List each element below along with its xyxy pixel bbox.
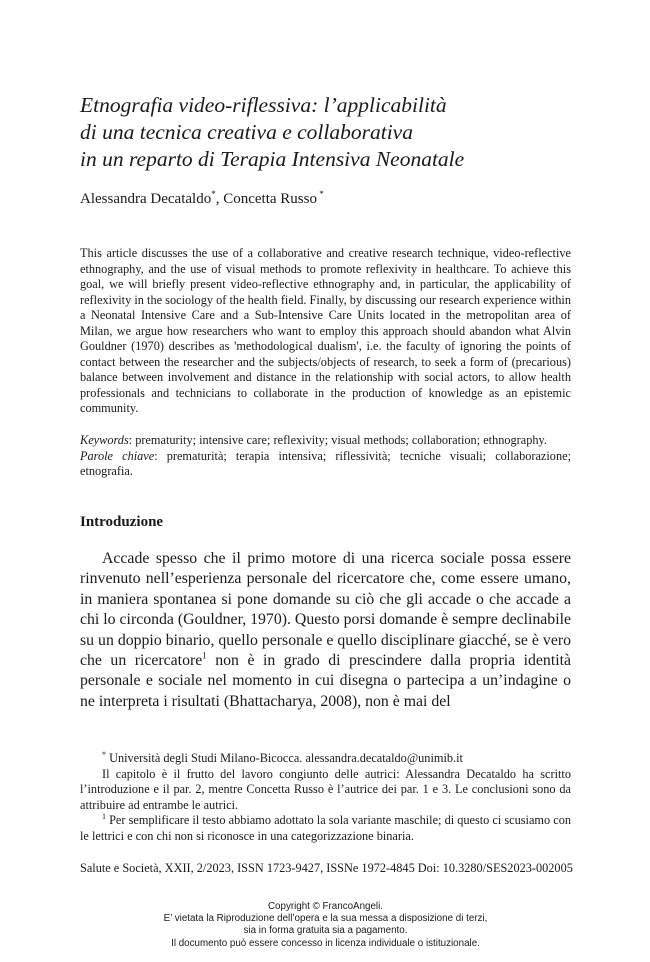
abstract: This article discusses the use of a collaborative and creative research technique, video-reflective ethnography, and the use of visual methods to promote reflexivity in healthcare. To achieve this goal, we will briefly present video-reflective ethnography and, in particular, the applicability of reflexivity in the sociology of the health field. Finally, by discussing our research experience within a Neonatal Intensive Care and a Sub-Intensive Care Units located in the metropolitan area of Milan, we argue how researchers who want to employ this approach should abandon what Alvin Gouldner (1970) describes as 'methodological dualism', i.e. the faculty of ignoring the points of contact between the researcher and the subjects/objects of research, to seek a form of (precarious) balance between involvement and distance in the relationship with social actors, to allow health professionals and technicians to collaborate in the production of knowledge as an epistemic community. [80,246,571,415]
article-title [80,92,580,173]
title-line: in un reparto di Terapia Intensiva Neonatale [80,147,465,171]
affiliation-marker: * [316,189,324,199]
body-paragraph [80,549,571,712]
parole-chiave-label: Parole chiave [80,448,155,463]
footnote-marker: * [102,749,106,759]
copyright-line: E’ vietata la Riproduzione dell’opera e la sua messa a disposizione di terzi, [163,913,488,925]
title-line: di una tecnica creativa e collaborativa [80,120,413,144]
affiliation-text: Università degli Studi Milano-Bicocca. alessandra.decataldo@unimib.it [106,751,463,765]
footnote-reference: 1 [202,650,207,661]
footnotes [80,751,571,845]
author-list [80,191,324,208]
affiliation-footnote [80,751,571,767]
footnote-1-text: Per semplificare il testo abbiamo adottato la sola variante maschile; di questo ci scusiamo con le lettrici e con chi non si riconosce in una categorizzazione binaria. [80,813,571,843]
keywords-english [80,433,571,449]
copyright-notice [80,901,571,950]
copyright-line: Copyright © FrancoAngeli. [267,901,384,912]
section-heading: Introduzione [80,514,164,530]
keywords-text: : prematurity; intensive care; reflexivity; visual methods; collaboration; ethnography. [128,433,547,447]
keywords-block [80,433,571,480]
affiliation-marker: * [211,189,216,199]
footnote-marker: 1 [102,812,106,822]
author-separator: , [215,191,224,207]
author-name: Concetta Russo [223,191,317,207]
title-line: Etnografia video-riflessiva: l’applicabilità [80,93,447,117]
copyright-line: sia in forma gratuita sia a pagamento. [243,925,408,937]
body-text-part: Accade spesso che il primo motore di una ricerca sociale possa essere rinvenuto nell’esperienza personale del ricercatore che, come essere umano, in maniera spontanea si pone domande su ciò che gli accade o che accade a chi lo circonda (Gouldner, 1970). Questo porsi domande è sempre declinabile su un doppio binario, quello personale e quello disciplinare giacché, se è vero che un ricercatore [80,550,571,670]
parole-chiave-text: : prematurità; terapia intensiva; riflessività; tecniche visuali; collaborazione; etnografia. [80,448,571,478]
footnote-1 [80,813,571,844]
body-text-part: non è in grado di prescindere dalla propria identità personale e sociale nel momento in cui disegna o partecipa a un’indagine o ne interpreta i risultati (Bhattacharya, 2008), non è mai del [80,652,572,710]
authorship-footnote: Il capitolo è il frutto del lavoro congiunto delle autrici: Alessandra Decataldo ha scritto l’introduzione e il par. 2, mentre Concetta Russo è l’autrice dei par. 1 e 3. Le conclusioni sono da attribuire ad entrambe le autrici. [80,766,571,812]
copyright-line: Il documento può essere concesso in licenza individuale o istituzionale. [171,937,480,949]
journal-citation: Salute e Società, XXII, 2/2023, ISSN 1723-9427, ISSNe 1972-4845 Doi: 10.3280/SES2023-002005 [80,861,573,875]
keywords-label: Keywords [80,433,129,447]
author-name: Alessandra Decataldo [80,191,212,207]
keywords-italian [80,449,571,480]
